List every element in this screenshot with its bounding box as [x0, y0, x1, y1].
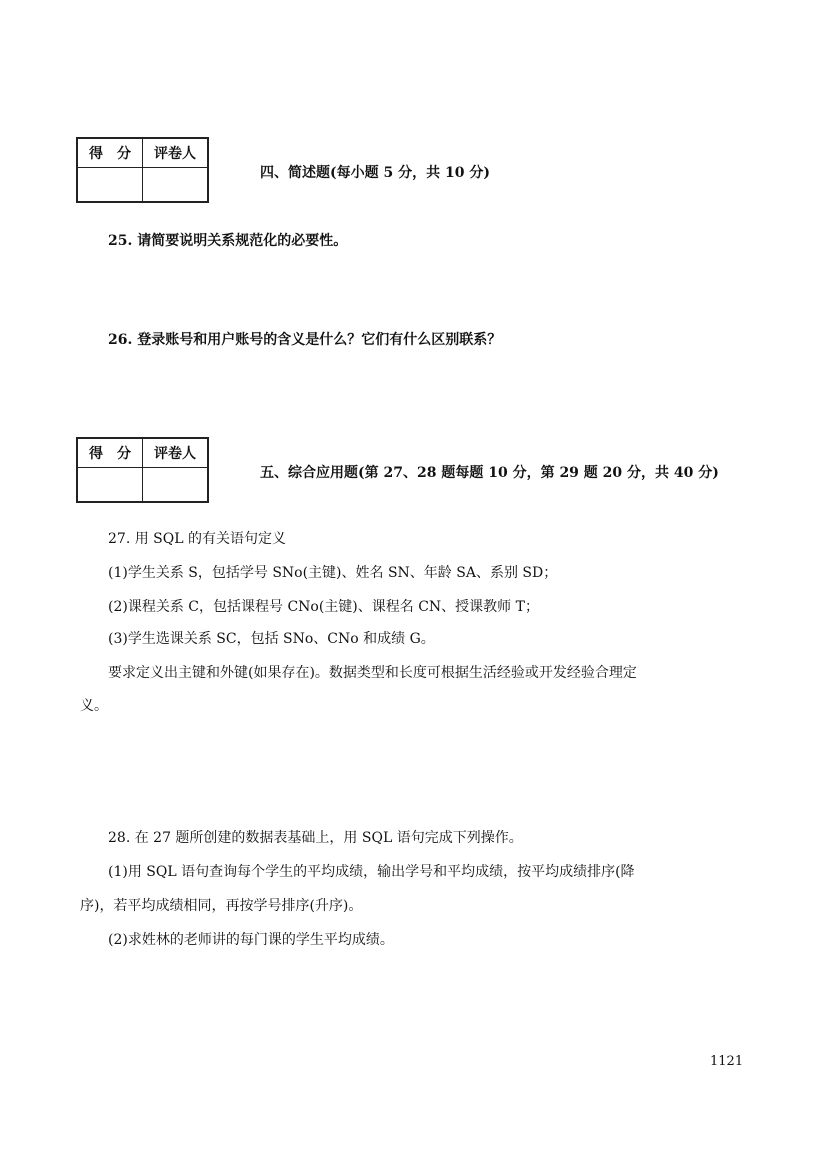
score-cell	[77, 168, 143, 203]
score-cell	[77, 468, 143, 503]
question-28-item-1-cont: 序)，若平均成绩相同，再按学号排序(升序)。	[80, 898, 363, 914]
score-label: 得 分	[77, 138, 143, 168]
question-28-stem: 28. 在 27 题所创建的数据表基础上，用 SQL 语句完成下列操作。	[108, 830, 523, 846]
section4-title: 四、简述题(每小题 5 分，共 10 分)	[260, 165, 490, 181]
section5-title: 五、综合应用题(第 27、28 题每题 10 分，第 29 题 20 分，共 40 分)	[260, 465, 719, 481]
score-table-section5	[76, 437, 209, 503]
question-27-item-2: (2)课程关系 C，包括课程号 CNo(主键)、课程名 CN、授课教师 T；	[108, 599, 539, 615]
score-table-section4	[76, 137, 209, 203]
question-28-item-1: (1)用 SQL 语句查询每个学生的平均成绩，输出学号和平均成绩，按平均成绩排序(降	[108, 864, 635, 880]
score-label: 得 分	[77, 438, 143, 468]
question-27-requirement-cont: 义。	[80, 698, 108, 714]
grader-cell	[143, 468, 209, 503]
question-27-item-3: (3)学生选课关系 SC，包括 SNo、CNo 和成绩 G。	[108, 631, 435, 647]
page-number: 1121	[710, 1054, 744, 1069]
grader-label: 评卷人	[143, 138, 209, 168]
grader-label: 评卷人	[143, 438, 209, 468]
question-25: 25. 请简要说明关系规范化的必要性。	[108, 233, 348, 249]
grader-cell	[143, 168, 209, 203]
question-27-item-1: (1)学生关系 S，包括学号 SNo(主键)、姓名 SN、年龄 SA、系别 SD；	[108, 565, 558, 581]
question-26: 26. 登录账号和用户账号的含义是什么？它们有什么区别联系？	[108, 332, 502, 348]
question-27-requirement: 要求定义出主键和外键(如果存在)。数据类型和长度可根据生活经验或开发经验合理定	[108, 665, 637, 681]
question-28-item-2: (2)求姓林的老师讲的每门课的学生平均成绩。	[108, 932, 394, 948]
question-27-stem: 27. 用 SQL 的有关语句定义	[108, 531, 286, 547]
